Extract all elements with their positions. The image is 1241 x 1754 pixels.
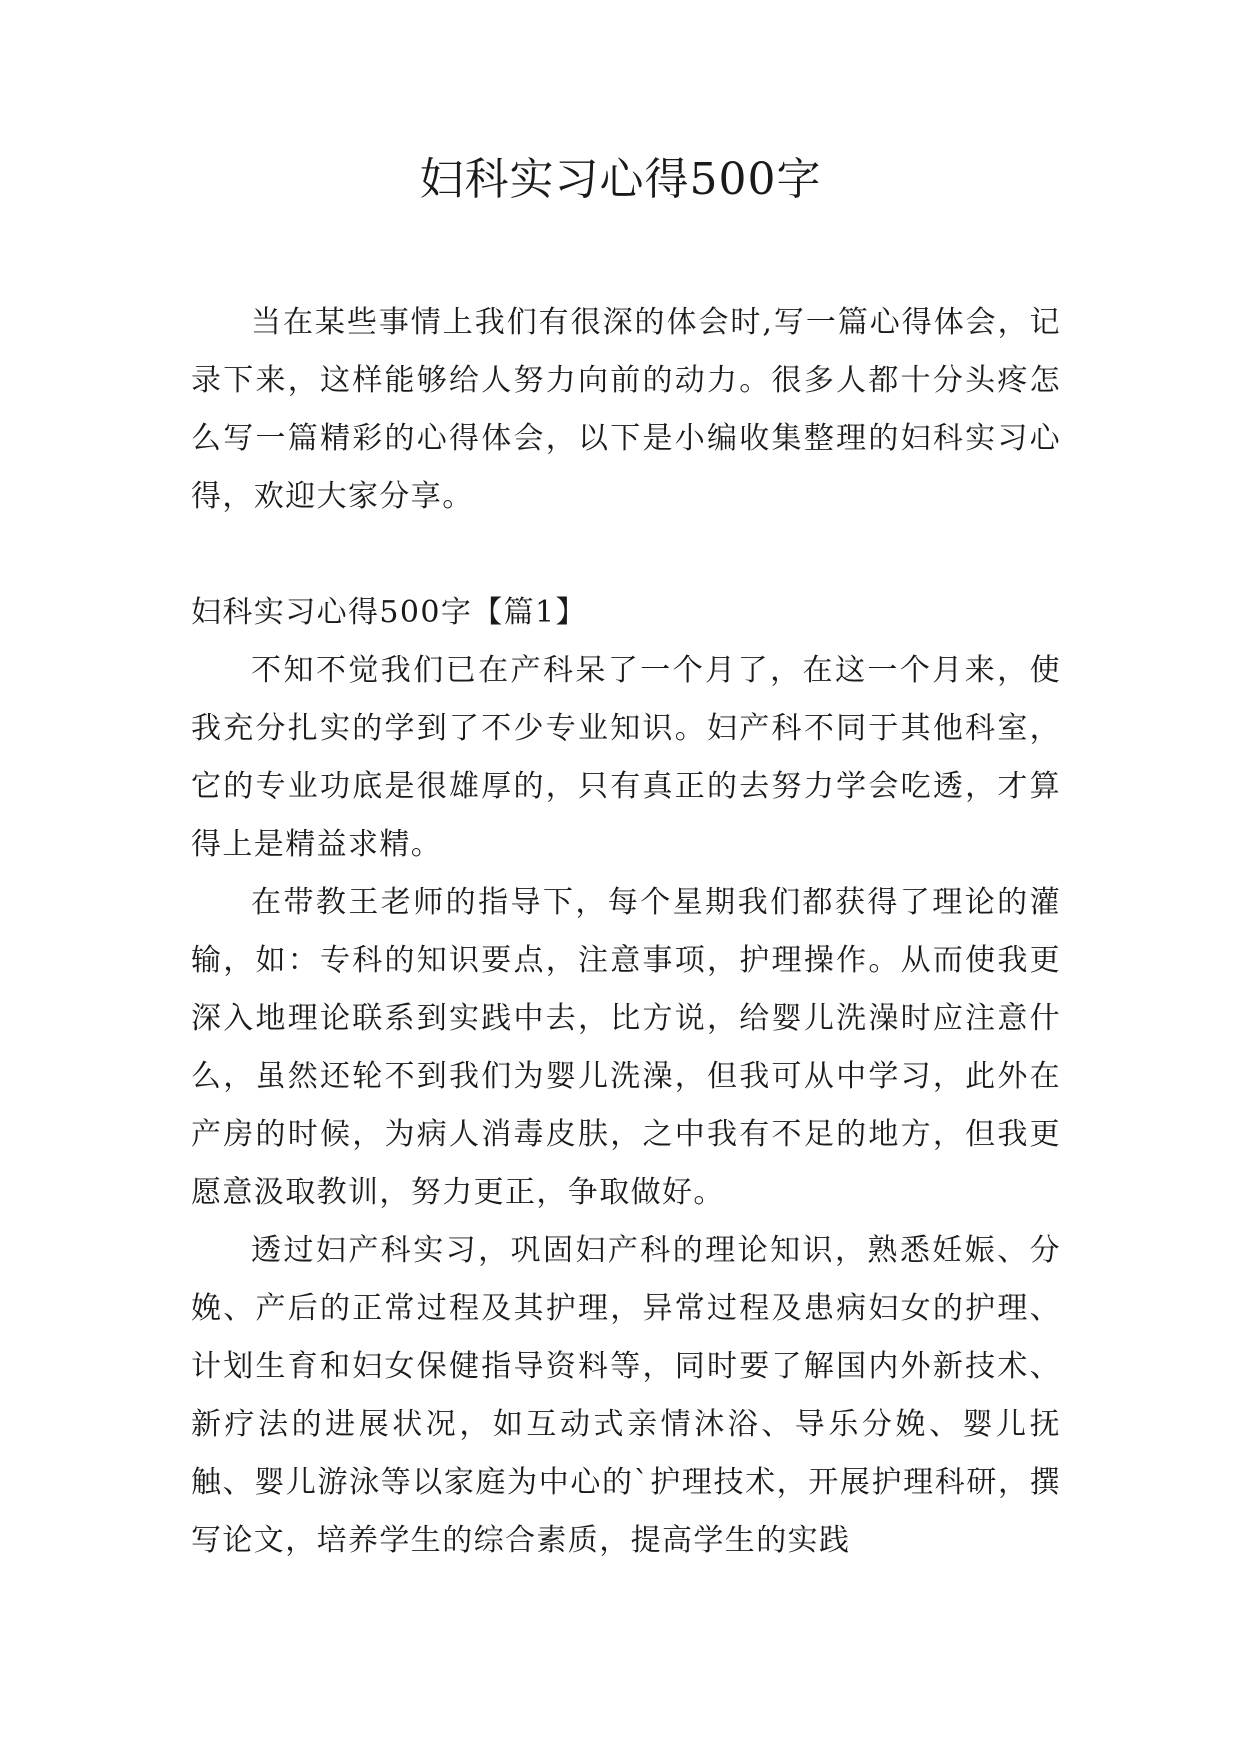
- section-heading: 妇科实习心得500字【篇1】: [191, 595, 587, 630]
- document-body: [191, 294, 1061, 1570]
- body-paragraph-3: 透过妇产科实习，巩固妇产科的理论知识，熟悉妊娠、分娩、产后的正常过程及其护理，异常过程及患病妇女的护理、计划生育和妇女保健指导资料等，同时要了解国内外新技术、新疗法的进展状况，如互动式亲情沐浴、导乐分娩、婴儿抚触、婴儿游泳等以家庭为中心的`护理技术，开展护理科研，撰写论文，培养学生的综合素质，提高学生的实践: [191, 1233, 1061, 1558]
- document-title: 妇科实习心得500字: [419, 154, 822, 205]
- body-paragraph-1: 不知不觉我们已在产科呆了一个月了，在这一个月来，使我充分扎实的学到了不少专业知识。妇产科不同于其他科室，它的专业功底是很雄厚的，只有真正的去努力学会吃透，才算得上是精益求精。: [191, 653, 1061, 862]
- intro-paragraph: 当在某些事情上我们有很深的体会时,写一篇心得体会，记录下来，这样能够给人努力向前的动力。很多人都十分头疼怎么写一篇精彩的心得体会，以下是小编收集整理的妇科实习心得，欢迎大家分享。: [191, 305, 1061, 514]
- body-paragraph-2: 在带教王老师的指导下，每个星期我们都获得了理论的灌输，如：专科的知识要点，注意事项，护理操作。从而使我更深入地理论联系到实践中去，比方说，给婴儿洗澡时应注意什么，虽然还轮不到我们为婴儿洗澡，但我可从中学习，此外在产房的时候，为病人消毒皮肤，之中我有不足的地方，但我更愿意汲取教训，努力更正，争取做好。: [191, 885, 1061, 1210]
